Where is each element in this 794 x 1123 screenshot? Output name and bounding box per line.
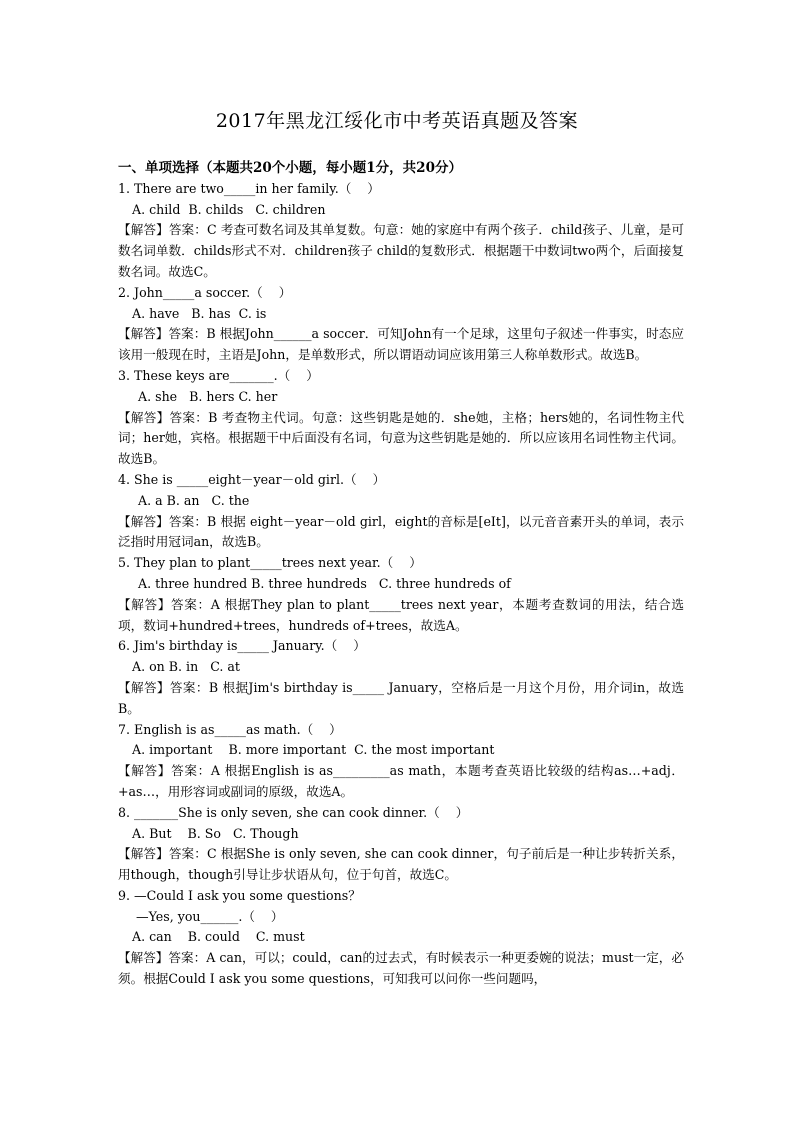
answer-5: 【解答】答案：A 根据They plan to plant_____trees next year，本题考查数词的用法，结合选项，数词+hundred+trees，hundreds of+trees，故选A。 bbox=[118, 596, 684, 633]
answer-3: 【解答】答案：B 考查物主代词。句意：这些钥匙是她的．she她，主格；hers她的，名词性物主代词；her她，宾格。根据题干中后面没有名词，句意为这些钥匙是她的．所以应该用名词性物主代词。故选B。 bbox=[118, 409, 684, 467]
options-1: A. child B. childs C. children bbox=[132, 201, 326, 217]
options-5: A. three hundred B. three hundreds C. three hundreds of bbox=[138, 575, 511, 591]
options-2: A. have B. has C. is bbox=[132, 305, 267, 321]
options-6: A. on B. in C. at bbox=[132, 659, 240, 675]
question-3: 3. These keys are_______.（ ） bbox=[118, 367, 319, 383]
options-4: A. a B. an C. the bbox=[138, 492, 250, 508]
question-6: 6. Jim's birthday is_____ January.（ ） bbox=[118, 638, 366, 654]
question-7: 7. English is as_____as math.（ ） bbox=[118, 721, 342, 737]
question-5: 5. They plan to plant_____trees next year.（ ） bbox=[118, 555, 422, 571]
answer-8: 【解答】答案：C 根据She is only seven, she can cook dinner，句子前后是一种让步转折关系，用though，though引导让步状语从句，位于句首，故选C。 bbox=[118, 846, 684, 883]
answer-7: 【解答】答案：A 根据English is as_________as math，本题考查英语比较级的结构as…+adj．+as…，用形容词或副词的原级，故选A。 bbox=[118, 763, 684, 799]
answer-2: 【解答】答案：B 根据John______a soccer．可知John有一个足球，这里句子叙述一件事实，时态应该用一般现在时，主语是John，是单数形式，所以谓语动词应该用第三人称单数形式。故选B。 bbox=[118, 326, 684, 363]
section-heading: 一、单项选择（本题共20个小题，每小题1分，共20分） bbox=[118, 160, 462, 176]
question-9-reply: —Yes, you______.（ ） bbox=[136, 908, 284, 924]
question-2: 2. John_____a soccer.（ ） bbox=[118, 284, 292, 300]
options-8: A. But B. So C. Though bbox=[132, 825, 299, 841]
answer-6: 【解答】答案：B 根据Jim's birthday is_____ January，空格后是一月这个月份，用介词in，故选B。 bbox=[118, 679, 684, 716]
answer-4: 【解答】答案：B 根据 eight－year－old girl，eight的音标是[eIt]，以元音音素开头的单词，表示泛指时用冠词an，故选B。 bbox=[118, 513, 684, 550]
options-7: A. important B. more important C. the most important bbox=[132, 742, 495, 758]
question-4: 4. She is _____eight－year－old girl.（ ） bbox=[118, 471, 386, 487]
answer-9: 【解答】答案：A can，可以；could，can的过去式，有时候表示一种更委婉的说法；must一定，必须。根据Could I ask you some questions，可知我可以问你一些问题吗， bbox=[118, 950, 684, 987]
question-8: 8. _______She is only seven, she can cook dinner.（ ） bbox=[118, 804, 469, 820]
answer-1: 【解答】答案：C 考查可数名词及其单复数。句意：她的家庭中有两个孩子．child孩子、儿童，是可数名词单数．childs形式不对．children孩子 child的复数形式．根据题干中数词two两个，后面接复数名词。故选C。 bbox=[118, 222, 684, 279]
options-9: A. can B. could C. must bbox=[132, 929, 305, 945]
page-title: 2017年黑龙江绥化市中考英语真题及答案 bbox=[215, 110, 579, 132]
options-3: A. she B. hers C. her bbox=[138, 388, 278, 404]
question-1: 1. There are two_____in her family.（ ） bbox=[118, 180, 380, 196]
document-body bbox=[118, 158, 684, 990]
question-9: 9. —Could I ask you some questions？ bbox=[118, 887, 361, 903]
